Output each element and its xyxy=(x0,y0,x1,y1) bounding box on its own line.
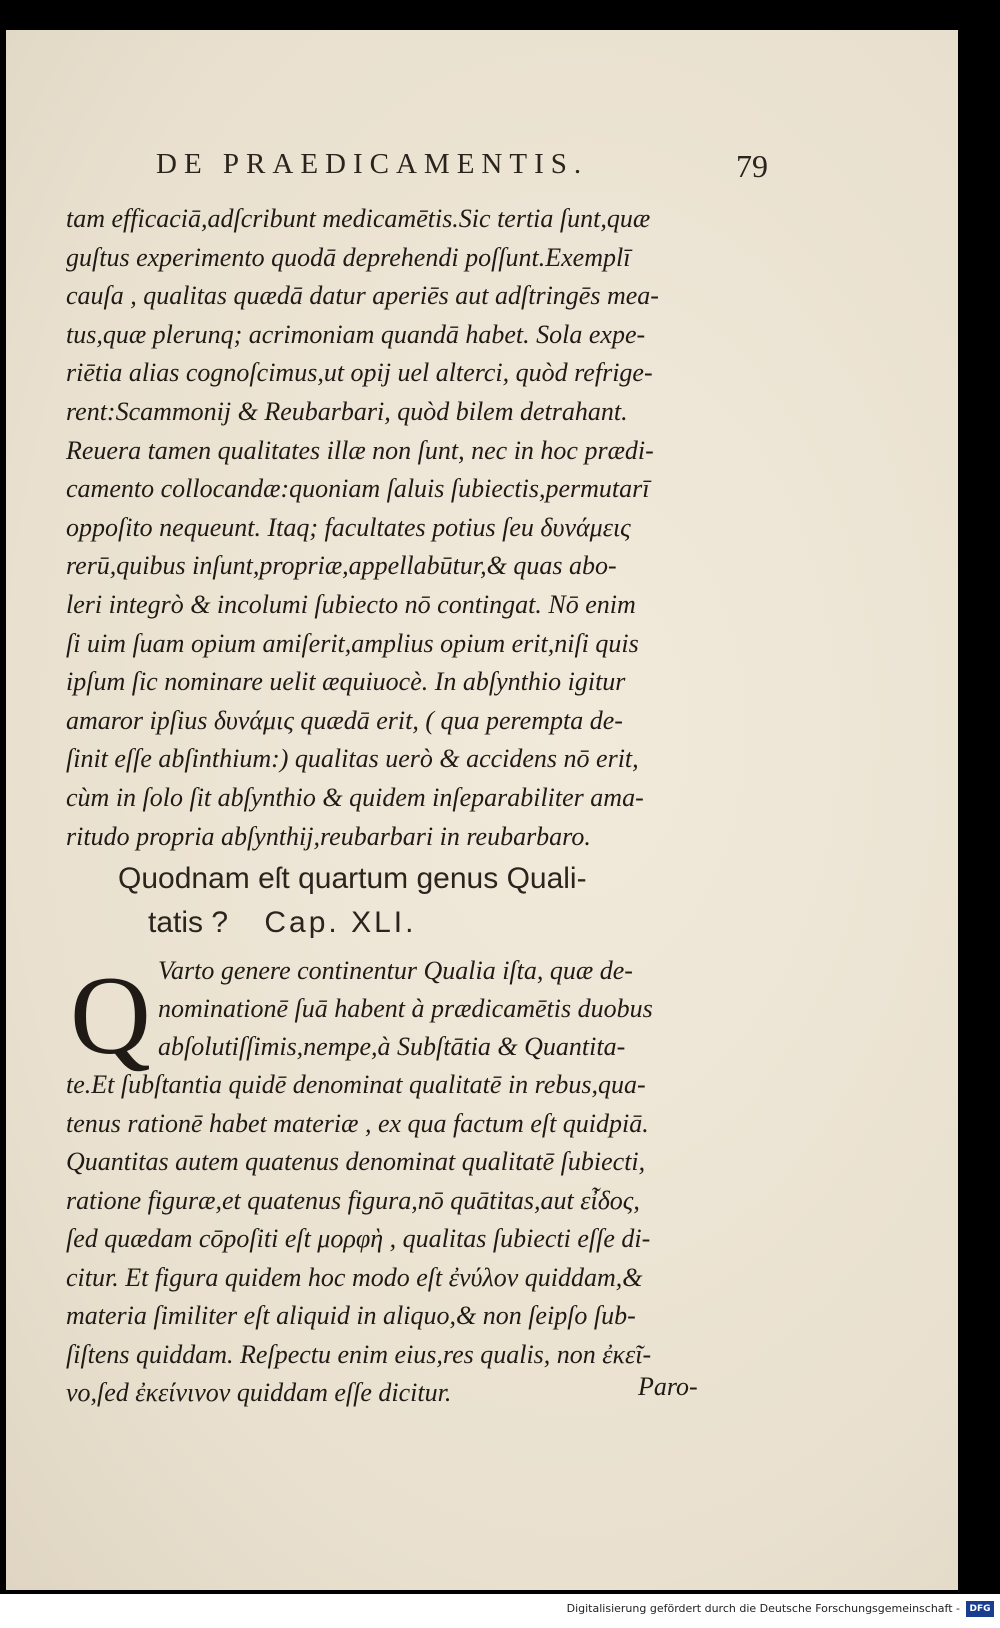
catchword: Paro- xyxy=(638,1372,698,1401)
text-line: te.Et ſubſtantia quidē denominat qualitatē in rebus,qua- xyxy=(66,1070,646,1099)
digitization-footer xyxy=(0,1594,1000,1628)
text-line: abſolutiſſimis,nempe,à Subſtātia & Quantita- xyxy=(158,1032,626,1061)
text-line: cùm in ſolo ſit abſynthio & quidem inſeparabiliter ama- xyxy=(66,783,644,812)
text-line: Quantitas autem quatenus denominat qualitatē ſubiecti, xyxy=(66,1147,646,1176)
text-line: rent:Scammonij & Reubarbari, quòd bilem detrahant. xyxy=(66,397,628,426)
text-line: rerū,quibus inſunt,propriæ,appellabūtur,& quas abo- xyxy=(66,551,617,581)
book-page xyxy=(6,30,958,1590)
text-line: nominationē ſuā habent à prædicamētis duobus xyxy=(158,994,653,1023)
text-line: tus,quæ plerunq; acrimoniam quandā habet. Sola expe- xyxy=(66,319,646,349)
text-line: ſed quædam cōpoſiti eſt μορφὴ , qualitas ſubiecti eſſe di- xyxy=(66,1224,651,1253)
text-line: cauſa , qualitas quædā datur aperiēs aut adſtringēs mea- xyxy=(66,281,659,311)
text-line: Reuera tamen qualitates illæ non ſunt, nec in hoc prædi- xyxy=(66,435,654,465)
text-line: Varto genere continentur Qualia iſta, quæ de- xyxy=(158,956,633,985)
page-number: 79 xyxy=(736,148,768,184)
text-line: tam efficaciā,adſcribunt medicamētis.Sic tertia ſunt,quæ xyxy=(66,204,651,233)
text-line: materia ſimiliter eſt aliquid in aliquo,& non ſeipſo ſub- xyxy=(66,1301,636,1330)
text-line: guſtus experimento quodā deprehendi poſſunt.Exemplī xyxy=(66,242,631,272)
chapter-heading-line-1: Quodnam eſt quartum genus Quali- xyxy=(118,862,587,895)
drop-cap-initial: Q xyxy=(70,954,151,1078)
chapter-heading-line-2 xyxy=(148,906,416,940)
text-line: tenus rationē habet materiæ , ex qua factum eſt quidpiā. xyxy=(66,1108,649,1138)
chapter-heading-question: tatis ? xyxy=(148,906,229,939)
running-title: DE PRAEDICAMENTIS. xyxy=(156,148,589,180)
text-line: νο,ſed ἐκείνινον quiddam eſſe dicitur. xyxy=(66,1378,452,1407)
chapter-number: Cap. XLI. xyxy=(264,906,417,939)
text-line: citur. Et figura quidem hoc modo eſt ἐνύλον quiddam,& xyxy=(66,1262,643,1292)
text-line: camento collocandæ:quoniam ſaluis ſubiectis,permutarī xyxy=(66,474,650,504)
dfg-logo-icon: DFG xyxy=(966,1601,994,1617)
text-line: ritudo propria abſynthij,reubarbari in reubarbaro. xyxy=(66,821,591,851)
running-header xyxy=(156,148,768,184)
footer-credit: Digitalisierung gefördert durch die Deutsche Forschungsgemeinschaft - xyxy=(566,1602,960,1615)
text-line: amaror ipſius δυνάμις quædā erit, ( qua perempta de- xyxy=(66,705,623,735)
text-line: riētia alias cognoſcimus,ut opij uel alterci, quòd refrige- xyxy=(66,358,653,388)
text-line: ipſum ſic nominare uelit æquiuocè. In abſynthio igitur xyxy=(66,667,626,697)
text-line: ſi uim ſuam opium amiſerit,amplius opium erit,niſi quis xyxy=(66,628,639,658)
text-line: leri integrò & incolumi ſubiecto nō contingat. Nō enim xyxy=(66,590,636,619)
text-line: ſiſtens quiddam. Reſpectu enim eius,res qualis, non ἐκεῖ- xyxy=(66,1339,652,1369)
text-line: oppoſito nequeunt. Itaq; facultates potius ſeu δυνάμεις xyxy=(66,512,631,542)
text-line: ſinit eſſe abſinthium:) qualitas uerò & accidens nō erit, xyxy=(66,744,639,774)
text-line: ratione figuræ,et quatenus figura,nō quātitas,aut εἶδος, xyxy=(66,1185,640,1215)
